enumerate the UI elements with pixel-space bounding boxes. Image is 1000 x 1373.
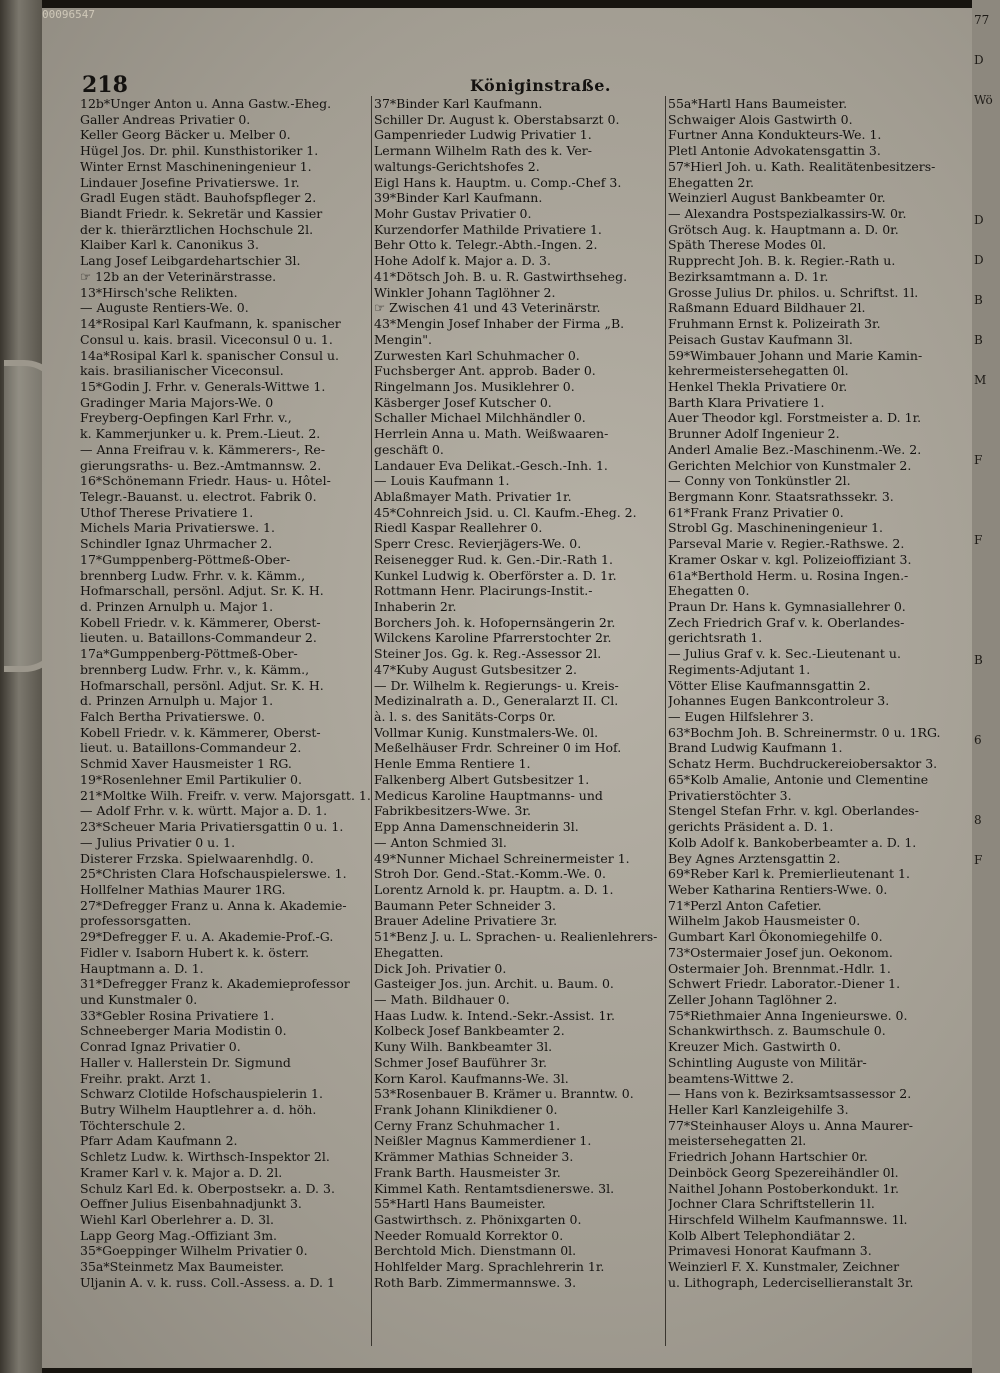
edge-fragment: D xyxy=(974,253,984,267)
directory-entry-line: Winkler Johann Taglöhner 2. xyxy=(374,284,556,300)
directory-entry-line: Freyberg-Oepfingen Karl Frhr. v., xyxy=(80,410,292,426)
directory-entry-line: 25*Christen Clara Hofschauspielerswe. 1. xyxy=(80,866,347,882)
directory-entry-line: Schneeberger Maria Modistin 0. xyxy=(80,1023,287,1039)
directory-entry-line: Berchtold Mich. Dienstmann 0l. xyxy=(374,1243,577,1259)
directory-entry-line: 29*Defregger F. u. A. Akademie-Prof.-G. xyxy=(80,929,334,945)
directory-entry-line: — Louis Kaufmann 1. xyxy=(374,473,510,489)
directory-entry-line: k. Kammerjunker u. k. Prem.-Lieut. 2. xyxy=(80,426,321,442)
directory-entry-line: 53*Rosenbauer B. Krämer u. Branntw. 0. xyxy=(374,1086,634,1102)
adjacent-page-edge xyxy=(972,0,1000,1373)
directory-entry-line: Schatz Herm. Buchdruckereiobersaktor 3. xyxy=(668,756,938,772)
directory-entry-line: Zeller Johann Taglöhner 2. xyxy=(668,991,838,1007)
edge-fragment xyxy=(974,480,1000,520)
directory-entry-line: Ringelmann Jos. Musiklehrer 0. xyxy=(374,378,575,394)
page-number: 218 xyxy=(82,72,128,98)
directory-entry-line: d. Prinzen Arnulph u. Major 1. xyxy=(80,599,274,614)
edge-fragment xyxy=(974,960,1000,1000)
directory-entry-line: Meßelhäuser Frdr. Schreiner 0 im Hof. xyxy=(374,740,622,756)
directory-entry-line: — Eugen Hilfslehrer 3. xyxy=(668,709,814,725)
directory-entry-line: 15*Godin J. Frhr. v. Generals-Wittwe 1. xyxy=(80,378,326,394)
directory-entry-line: Ehegatten. xyxy=(374,944,444,960)
directory-entry-line: 35a*Steinmetz Max Baumeister. xyxy=(80,1259,285,1275)
directory-entry-line: — Julius Graf v. k. Sec.-Lieutenant u. xyxy=(668,646,901,662)
directory-entry-line: Schintling Auguste von Militär- xyxy=(668,1054,867,1070)
directory-entry-line: Eigl Hans k. Hauptm. u. Comp.-Chef 3. xyxy=(374,174,622,190)
directory-entry-line: Gradinger Maria Majors-We. 0 xyxy=(80,394,274,410)
directory-entry-line: Kramer Oskar v. kgl. Polizeioffiziant 3. xyxy=(668,551,912,567)
directory-entry-line: Hauptmann a. D. 1. xyxy=(80,960,204,976)
directory-entry-line: Hügel Jos. Dr. phil. Kunsthistoriker 1. xyxy=(80,143,319,159)
directory-entry-line: — Julius Privatier 0 u. 1. xyxy=(80,834,236,850)
directory-entry-line: 33*Gebler Rosina Privatiere 1. xyxy=(80,1007,275,1023)
edge-fragment: B xyxy=(974,293,983,307)
directory-entry-line: 37*Binder Karl Kaufmann. xyxy=(374,96,543,111)
directory-entry-line: Schwarz Clotilde Hofschauspielerin 1. xyxy=(80,1086,323,1102)
directory-entry-line: beamtens-Wittwe 2. xyxy=(668,1070,794,1086)
directory-entry-line: Töchterschule 2. xyxy=(80,1117,186,1133)
edge-fragment xyxy=(974,160,1000,200)
directory-entry-line: — Dr. Wilhelm k. Regierungs- u. Kreis- xyxy=(374,677,619,693)
directory-entry-line: Lorentz Arnold k. pr. Hauptm. a. D. 1. xyxy=(374,881,614,897)
directory-entry-line: Medizinalrath a. D., Generalarzt II. Cl. xyxy=(374,693,619,709)
directory-entry-line: 17a*Gumppenberg-Pöttmeß-Ober- xyxy=(80,646,298,662)
directory-entry-line: Anderl Amalie Bez.-Maschinenm.-We. 2. xyxy=(668,441,922,457)
directory-entry-line: 73*Ostermaier Josef jun. Oekonom. xyxy=(668,944,893,960)
directory-entry-line: Gradl Eugen städt. Bauhofspfleger 2. xyxy=(80,190,317,206)
directory-entry-line: Johannes Eugen Bankcontroleur 3. xyxy=(668,693,890,709)
directory-entry-line: Hirschfeld Wilhelm Kaufmannswe. 1l. xyxy=(668,1212,908,1228)
directory-entry-line: Ablaßmayer Math. Privatier 1r. xyxy=(374,488,572,504)
directory-entry-line: Haller v. Hallerstein Dr. Sigmund xyxy=(80,1054,291,1070)
directory-entry-line: Medicus Karoline Hauptmanns- und xyxy=(374,787,603,803)
directory-entry-line: Lermann Wilhelm Rath des k. Ver- xyxy=(374,143,592,159)
directory-entry-line: kehrermeistersehegatten 0l. xyxy=(668,363,849,379)
directory-entry-line: — Adolf Frhr. v. k. württ. Major a. D. 1. xyxy=(80,803,328,819)
directory-entry-line: — Anton Schmied 3l. xyxy=(374,834,507,850)
directory-entry-line: Schaller Michael Milchhändler 0. xyxy=(374,410,586,426)
page-heading: Königinstraße. xyxy=(470,76,611,95)
directory-entry-line: Kolbeck Josef Bankbeamter 2. xyxy=(374,1023,565,1039)
directory-entry-line: Furtner Anna Kondukteurs-We. 1. xyxy=(668,127,882,143)
directory-entry-line: Epp Anna Damenschneiderin 3l. xyxy=(374,819,579,835)
directory-entry-line: Telegr.-Bauanst. u. electrot. Fabrik 0. xyxy=(80,488,317,504)
directory-entry-line: kais. brasilianischer Viceconsul. xyxy=(80,363,284,379)
directory-entry-line: Cerny Franz Schuhmacher 1. xyxy=(374,1117,561,1133)
directory-entry-line: Brunner Adolf Ingenieur 2. xyxy=(668,426,840,442)
directory-entry-line: Winter Ernst Maschineningenieur 1. xyxy=(80,158,312,174)
directory-entry-line: Butry Wilhelm Hauptlehrer a. d. höh. xyxy=(80,1102,317,1117)
directory-entry-line: 19*Rosenlehner Emil Partikulier 0. xyxy=(80,771,302,787)
edge-fragment xyxy=(974,400,1000,440)
edge-fragment xyxy=(974,680,1000,720)
directory-entry-line: 59*Wimbauer Johann und Marie Kamin- xyxy=(668,347,923,363)
directory-entry-line: Klaiber Karl k. Canonikus 3. xyxy=(80,237,259,253)
directory-entry-line: Dick Joh. Privatier 0. xyxy=(374,960,507,976)
directory-entry-line: à. l. s. des Sanitäts-Corps 0r. xyxy=(374,709,556,725)
directory-entry-line: 23*Scheuer Maria Privatiersgattin 0 u. 1. xyxy=(80,819,344,835)
directory-entry-line: Schankwirthsch. z. Baumschule 0. xyxy=(668,1023,886,1039)
directory-entry-line: und Kunstmaler 0. xyxy=(80,991,198,1007)
directory-entry-line: Barth Klara Privatiere 1. xyxy=(668,394,825,410)
directory-entry-line: Schiller Dr. August k. Oberstabsarzt 0. xyxy=(374,111,620,127)
edge-fragment: B xyxy=(974,333,983,347)
directory-entry-line: Conrad Ignaz Privatier 0. xyxy=(80,1039,241,1055)
edge-fragment xyxy=(974,760,1000,800)
directory-entry-line: Regiments-Adjutant 1. xyxy=(668,661,811,677)
directory-entry-line: 63*Bochm Joh. B. Schreinermstr. 0 u. 1RG. xyxy=(668,724,941,740)
directory-entry-line: Haas Ludw. k. Intend.-Sekr.-Assist. 1r. xyxy=(374,1007,615,1023)
directory-entry-line: Hollfelner Mathias Maurer 1RG. xyxy=(80,881,286,897)
directory-entry-line: Brand Ludwig Kaufmann 1. xyxy=(668,740,843,756)
directory-entry-line: Schletz Ludw. k. Wirthsch-Inspektor 2l. xyxy=(80,1149,330,1165)
directory-entry-line: ☞ Zwischen 41 und 43 Veterinärstr. xyxy=(374,300,601,316)
directory-entry-line: Herrlein Anna u. Math. Weißwaaren- xyxy=(374,426,609,442)
directory-entry-line: lieuten. u. Bataillons-Commandeur 2. xyxy=(80,630,317,646)
directory-entry-line: Zurwesten Karl Schuhmacher 0. xyxy=(374,347,580,363)
directory-entry-line: 61*Frank Franz Privatier 0. xyxy=(668,504,844,520)
directory-entry-line: Praun Dr. Hans k. Gymnasiallehrer 0. xyxy=(668,599,906,614)
edge-fragment xyxy=(974,600,1000,640)
directory-entry-line: Hofmarschall, persönl. Adjut. Sr. K. H. xyxy=(80,677,324,693)
directory-entry-line: Friedrich Johann Hartschier 0r. xyxy=(668,1149,868,1165)
directory-entry-line: 45*Cohnreich Jsid. u. Cl. Kaufm.-Eheg. 2. xyxy=(374,504,637,520)
directory-entry-line: Grosse Julius Dr. philos. u. Schriftst. 1l. xyxy=(668,284,919,300)
directory-entry-line: Consul u. kais. brasil. Viceconsul 0 u. 1. xyxy=(80,331,333,347)
book-binding xyxy=(0,0,42,1373)
directory-entry-line: Henle Emma Rentiere 1. xyxy=(374,756,531,772)
directory-entry-line: — Auguste Rentiers-We. 0. xyxy=(80,300,249,316)
directory-entry-line: d. Prinzen Arnulph u. Major 1. xyxy=(80,693,274,709)
directory-entry-line: Roth Barb. Zimmermannswe. 3. xyxy=(374,1274,577,1290)
directory-entry-line: 71*Perzl Anton Cafetier. xyxy=(668,897,822,913)
directory-entry-line: Michels Maria Privatierswe. 1. xyxy=(80,520,275,536)
directory-entry-line: Mengin". xyxy=(374,331,433,347)
directory-entry-line: Brauer Adeline Privatiere 3r. xyxy=(374,913,558,929)
directory-entry-line: 69*Reber Karl k. Premierlieutenant 1. xyxy=(668,866,910,882)
directory-entry-line: Späth Therese Modes 0l. xyxy=(668,237,827,253)
directory-entry-line: Gastwirthsch. z. Phönixgarten 0. xyxy=(374,1212,582,1228)
directory-entry-line: Ehegatten 0. xyxy=(668,583,750,599)
directory-entry-line: Rupprecht Joh. B. k. Regier.-Rath u. xyxy=(668,253,896,269)
directory-entry-line: Freihr. prakt. Arzt 1. xyxy=(80,1070,212,1086)
directory-entry-line: Riedl Kaspar Reallehrer 0. xyxy=(374,520,543,536)
directory-entry-line: ☞ 12b an der Veterinärstrasse. xyxy=(80,268,277,284)
directory-entry-line: Neißler Magnus Kammerdiener 1. xyxy=(374,1133,592,1149)
edge-fragment: 77 xyxy=(974,13,990,27)
directory-entry-line: Gampenrieder Ludwig Privatier 1. xyxy=(374,127,592,143)
directory-entry-line: geschäft 0. xyxy=(374,441,444,457)
edge-fragment xyxy=(974,920,1000,960)
directory-entry-line: 16*Schönemann Friedr. Haus- u. Hôtel- xyxy=(80,473,331,489)
directory-entry-line: gierungsraths- u. Bez.-Amtmannsw. 2. xyxy=(80,457,322,473)
directory-entry-line: Keller Georg Bäcker u. Melber 0. xyxy=(80,127,291,143)
directory-entry-line: brennberg Ludw. Frhr. v., k. Kämm., xyxy=(80,661,310,677)
directory-entry-line: 14a*Rosipal Karl k. spanischer Consul u. xyxy=(80,347,339,363)
directory-entry-line: meistersehegatten 2l. xyxy=(668,1133,807,1149)
directory-entry-line: Sperr Cresc. Revierjägers-We. 0. xyxy=(374,536,582,552)
directory-entry-line: Peisach Gustav Kaufmann 3l. xyxy=(668,331,853,347)
edge-fragment: F xyxy=(974,453,983,467)
directory-entry-line: Frank Johann Klinikdiener 0. xyxy=(374,1102,558,1117)
directory-entry-line: Kobell Friedr. v. k. Kämmerer, Oberst- xyxy=(80,614,321,630)
directory-entry-line: Kolb Adolf k. Bankoberbeamter a. D. 1. xyxy=(668,834,917,850)
directory-entry-line: 27*Defregger Franz u. Anna k. Akademie- xyxy=(80,897,347,913)
directory-entry-line: Kolb Albert Telephondiätar 2. xyxy=(668,1227,856,1243)
directory-entry-line: Käsberger Josef Kutscher 0. xyxy=(374,394,552,410)
directory-entry-line: Stengel Stefan Frhr. v. kgl. Oberlandes- xyxy=(668,803,919,819)
directory-entry-line: 12b*Unger Anton u. Anna Gastw.-Eheg. xyxy=(80,96,332,111)
directory-entry-line: Bezirksamtmann a. D. 1r. xyxy=(668,268,829,284)
directory-entry-line: 55a*Hartl Hans Baumeister. xyxy=(668,96,848,111)
column-left xyxy=(80,96,372,1291)
edge-fragment: B xyxy=(974,653,983,667)
directory-entry-line: Korn Karol. Kaufmanns-We. 3l. xyxy=(374,1070,569,1086)
directory-entry-line: Schwaiger Alois Gastwirth 0. xyxy=(668,111,853,127)
directory-entry-line: Grötsch Aug. k. Hauptmann a. D. 0r. xyxy=(668,221,899,237)
directory-entry-line: Schmer Josef Bauführer 3r. xyxy=(374,1054,548,1070)
directory-entry-line: 57*Hierl Joh. u. Kath. Realitätenbesitzers- xyxy=(668,158,936,174)
column-right xyxy=(668,96,964,1291)
edge-fragment xyxy=(974,880,1000,920)
directory-entry-line: Fabrikbesitzers-Wwe. 3r. xyxy=(374,803,531,819)
edge-fragment: F xyxy=(974,853,983,867)
directory-entry-line: Raßmann Eduard Bildhauer 2l. xyxy=(668,300,866,316)
directory-entry-line: Ostermaier Joh. Brennmat.-Hdlr. 1. xyxy=(668,960,891,976)
directory-entry-line: Stroh Dor. Gend.-Stat.-Komm.-We. 0. xyxy=(374,866,606,882)
directory-entry-line: Inhaberin 2r. xyxy=(374,599,457,614)
directory-entry-line: Naithel Johann Postoberkondukt. 1r. xyxy=(668,1180,899,1196)
directory-entry-line: Privatierstöchter 3. xyxy=(668,787,792,803)
directory-entry-line: Lindauer Josefine Privatierswe. 1r. xyxy=(80,174,300,190)
directory-entry-line: Weber Katharina Rentiers-Wwe. 0. xyxy=(668,881,888,897)
directory-entry-line: Steiner Jos. Gg. k. Reg.-Assessor 2l. xyxy=(374,646,602,662)
directory-entry-line: Gerichten Melchior von Kunstmaler 2. xyxy=(668,457,912,473)
directory-entry-line: Jochner Clara Schriftstellerin 1l. xyxy=(668,1196,875,1212)
edge-fragment: Wö xyxy=(974,93,993,107)
directory-entry-line: Borchers Joh. k. Hofopernsängerin 2r. xyxy=(374,614,616,630)
directory-entry-line: brennberg Ludw. Frhr. v. k. Kämm., xyxy=(80,567,306,583)
edge-fragment: 6 xyxy=(974,733,982,747)
edge-fragment: D xyxy=(974,213,984,227)
directory-entry-line: 65*Kolb Amalie, Antonie und Clementine xyxy=(668,771,929,787)
directory-entry-line: Mohr Gustav Privatier 0. xyxy=(374,206,532,222)
directory-entry-line: — Hans von k. Bezirksamtsassessor 2. xyxy=(668,1086,912,1102)
directory-entry-line: Disterer Frzska. Spielwaarenhdlg. 0. xyxy=(80,850,314,866)
directory-entry-line: Kuny Wilh. Bankbeamter 3l. xyxy=(374,1039,553,1055)
directory-entry-line: Strobl Gg. Maschineningenieur 1. xyxy=(668,520,884,536)
directory-entry-line: Falch Bertha Privatierswe. 0. xyxy=(80,709,266,725)
directory-entry-line: Rottmann Henr. Placirungs-Instit.- xyxy=(374,583,593,599)
directory-entry-line: Falkenberg Albert Gutsbesitzer 1. xyxy=(374,771,590,787)
directory-entry-line: Schulz Karl Ed. k. Oberpostsekr. a. D. 3. xyxy=(80,1180,335,1196)
directory-entry-line: Ehegatten 2r. xyxy=(668,174,755,190)
directory-entry-line: 51*Benz J. u. L. Sprachen- u. Realienlehrers- xyxy=(374,929,658,945)
directory-entry-line: Behr Otto k. Telegr.-Abth.-Ingen. 2. xyxy=(374,237,598,253)
edge-fragment: D xyxy=(974,53,984,67)
directory-entry-line: Kimmel Kath. Rentamtsdienerswe. 3l. xyxy=(374,1180,615,1196)
directory-entry-line: Heller Karl Kanzleigehilfe 3. xyxy=(668,1102,849,1117)
directory-entry-line: gerichtsrath 1. xyxy=(668,630,763,646)
directory-entry-line: Kreuzer Mich. Gastwirth 0. xyxy=(668,1039,842,1055)
scan-id: 00096547 xyxy=(42,8,95,21)
directory-entry-line: 61a*Berthold Herm. u. Rosina Ingen.- xyxy=(668,567,909,583)
directory-entry-line: Parseval Marie v. Regier.-Rathswe. 2. xyxy=(668,536,905,552)
directory-entry-line: u. Lithograph, Ledercisellieranstalt 3r. xyxy=(668,1274,914,1290)
edge-fragment: M xyxy=(974,373,987,387)
directory-entry-line: 39*Binder Karl Kaufmann. xyxy=(374,190,543,206)
directory-entry-line: 55*Hartl Hans Baumeister. xyxy=(374,1196,546,1212)
directory-entry-line: Henkel Thekla Privatiere 0r. xyxy=(668,378,848,394)
directory-entry-line: der k. thierärztlichen Hochschule 2l. xyxy=(80,221,314,237)
directory-entry-line: Gumbart Karl Ökonomiegehilfe 0. xyxy=(668,929,883,945)
directory-entry-line: Schmid Xaver Hausmeister 1 RG. xyxy=(80,756,292,772)
directory-entry-line: Weinzierl August Bankbeamter 0r. xyxy=(668,190,886,206)
directory-entry-line: Biandt Friedr. k. Sekretär und Kassier xyxy=(80,206,323,222)
directory-entry-line: 17*Gumppenberg-Pöttmeß-Ober- xyxy=(80,551,291,567)
directory-entry-line: 77*Steinhauser Aloys u. Anna Maurer- xyxy=(668,1117,913,1133)
directory-entry-line: — Math. Bildhauer 0. xyxy=(374,991,510,1007)
directory-entry-line: 31*Defregger Franz k. Akademieprofessor xyxy=(80,976,350,992)
directory-entry-line: Auer Theodor kgl. Forstmeister a. D. 1r. xyxy=(668,410,922,426)
directory-entry-line: Krämmer Mathias Schneider 3. xyxy=(374,1149,574,1165)
directory-entry-line: lieut. u. Bataillons-Commandeur 2. xyxy=(80,740,302,756)
directory-entry-line: gerichts Präsident a. D. 1. xyxy=(668,819,834,835)
edge-fragment: F xyxy=(974,533,983,547)
directory-entry-line: 13*Hirsch'sche Relikten. xyxy=(80,284,238,300)
directory-entry-line: Kurzendorfer Mathilde Privatiere 1. xyxy=(374,221,602,237)
directory-entry-line: Schwert Friedr. Laborator.-Diener 1. xyxy=(668,976,901,992)
directory-entry-line: Reisenegger Rud. k. Gen.-Dir.-Rath 1. xyxy=(374,551,613,567)
directory-entry-line: Uljanin A. v. k. russ. Coll.-Assess. a. D. 1 xyxy=(80,1274,335,1290)
directory-entry-line: Weinzierl F. X. Kunstmaler, Zeichner xyxy=(668,1259,900,1275)
directory-entry-line: 14*Rosipal Karl Kaufmann, k. spanischer xyxy=(80,316,341,332)
directory-entry-line: Schindler Ignaz Uhrmacher 2. xyxy=(80,536,273,552)
directory-entry-line: Gasteiger Jos. jun. Archit. u. Baum. 0. xyxy=(374,976,614,992)
directory-entry-line: Hohlfelder Marg. Sprachlehrerin 1r. xyxy=(374,1259,605,1275)
directory-entry-line: Lapp Georg Mag.-Offiziant 3m. xyxy=(80,1227,278,1243)
directory-entry-line: — Anna Freifrau v. k. Kämmerers-, Re- xyxy=(80,441,326,457)
directory-entry-line: — Alexandra Postspezialkassirs-W. 0r. xyxy=(668,206,907,222)
directory-entry-line: Needer Romuald Korrektor 0. xyxy=(374,1227,564,1243)
directory-entry-line: Fruhmann Ernst k. Polizeirath 3r. xyxy=(668,316,881,332)
directory-entry-line: Wiehl Karl Oberlehrer a. D. 3l. xyxy=(80,1212,275,1228)
directory-entry-line: 75*Riethmaier Anna Ingenieurswe. 0. xyxy=(668,1007,908,1023)
directory-entry-line: Hohe Adolf k. Major a. D. 3. xyxy=(374,253,551,269)
directory-entry-line: Vötter Elise Kaufmannsgattin 2. xyxy=(668,677,871,693)
directory-entry-line: Deinböck Georg Spezereihändler 0l. xyxy=(668,1164,899,1180)
directory-entry-line: 47*Kuby August Gutsbesitzer 2. xyxy=(374,661,578,677)
directory-entry-line: waltungs-Gerichtshofes 2. xyxy=(374,158,540,174)
directory-entry-line: Kunkel Ludwig k. Oberförster a. D. 1r. xyxy=(374,567,617,583)
directory-entry-line: Hofmarschall, persönl. Adjut. Sr. K. H. xyxy=(80,583,324,599)
directory-entry-line: Frank Barth. Hausmeister 3r. xyxy=(374,1164,561,1180)
edge-fragment xyxy=(974,120,1000,160)
edge-fragment: 8 xyxy=(974,813,982,827)
directory-entry-line: 41*Dötsch Joh. B. u. R. Gastwirthseheg. xyxy=(374,268,628,284)
directory-entry-line: Primavesi Honorat Kaufmann 3. xyxy=(668,1243,872,1259)
directory-entry-line: Uthof Therese Privatiere 1. xyxy=(80,504,254,520)
directory-entry-line: Fuchsberger Ant. approb. Bader 0. xyxy=(374,363,596,379)
edge-fragment xyxy=(974,560,1000,600)
directory-entry-line: — Conny von Tonkünstler 2l. xyxy=(668,473,851,489)
directory-entry-line: 21*Moltke Wilh. Freifr. v. verw. Majorsgatt. 1. xyxy=(80,787,371,803)
directory-entry-line: professorsgatten. xyxy=(80,913,192,929)
directory-entry-line: Bey Agnes Arztensgattin 2. xyxy=(668,850,841,866)
directory-entry-line: Pletl Antonie Advokatensgattin 3. xyxy=(668,143,881,159)
column-middle xyxy=(374,96,666,1291)
directory-entry-line: Wilhelm Jakob Hausmeister 0. xyxy=(668,913,861,929)
directory-entry-line: Oeffner Julius Eisenbahnadjunkt 3. xyxy=(80,1196,302,1212)
directory-entry-line: Vollmar Kunig. Kunstmalers-We. 0l. xyxy=(374,724,599,740)
directory-entry-line: Fidler v. Isaborn Hubert k. k. österr. xyxy=(80,944,310,960)
directory-entry-line: 43*Mengin Josef Inhaber der Firma „B. xyxy=(374,316,625,332)
directory-entry-line: Landauer Eva Delikat.-Gesch.-Inh. 1. xyxy=(374,457,608,473)
directory-entry-line: Kobell Friedr. v. k. Kämmerer, Oberst- xyxy=(80,724,321,740)
directory-entry-line: Bergmann Konr. Staatsrathssekr. 3. xyxy=(668,488,894,504)
directory-entry-line: Pfarr Adam Kaufmann 2. xyxy=(80,1133,238,1149)
directory-entry-line: Baumann Peter Schneider 3. xyxy=(374,897,557,913)
directory-entry-line: 49*Nunner Michael Schreinermeister 1. xyxy=(374,850,630,866)
directory-entry-line: Kramer Karl v. k. Major a. D. 2l. xyxy=(80,1164,283,1180)
directory-entry-line: 35*Goeppinger Wilhelm Privatier 0. xyxy=(80,1243,308,1259)
directory-entry-line: Galler Andreas Privatier 0. xyxy=(80,111,251,127)
directory-entry-line: Zech Friedrich Graf v. k. Oberlandes- xyxy=(668,614,905,630)
directory-entry-line: Lang Josef Leibgardehartschier 3l. xyxy=(80,253,301,269)
directory-entry-line: Wilckens Karoline Pfarrerstochter 2r. xyxy=(374,630,612,646)
